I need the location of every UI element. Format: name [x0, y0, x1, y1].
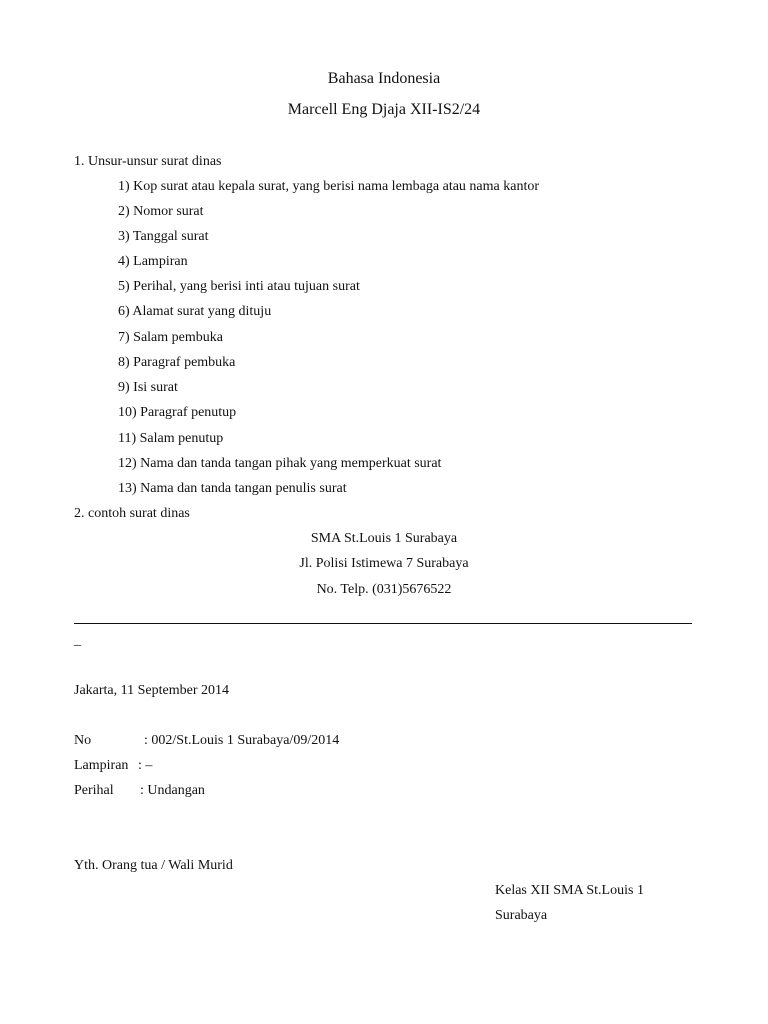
letter-number-row — [74, 732, 339, 750]
subject-label: Perihal — [74, 783, 114, 798]
student-name: Marcell Eng Djaja XII-IS2/24 — [287, 101, 481, 118]
subject-title: Bahasa Indonesia — [327, 70, 441, 87]
list-item: 9) Isi surat — [118, 380, 178, 395]
letterhead-divider — [74, 623, 692, 624]
section-2-heading: 2. contoh surat dinas — [74, 506, 190, 521]
recipient: Yth. Orang tua / Wali Murid — [74, 858, 233, 873]
letterhead-address: Jl. Polisi Istimewa 7 Surabaya — [299, 556, 469, 571]
recipient-address-line-2: Surabaya — [495, 908, 548, 923]
attachment-label: Lampiran — [74, 758, 129, 773]
section-1-heading: 1. Unsur-unsur surat dinas — [74, 154, 222, 169]
list-item: 13) Nama dan tanda tangan penulis surat — [118, 481, 347, 496]
letter-date: Jakarta, 11 September 2014 — [74, 683, 229, 698]
list-item: 11) Salam penutup — [118, 431, 224, 446]
letter-attachment-row — [74, 757, 152, 775]
letterhead-phone: No. Telp. (031)5676522 — [316, 582, 452, 597]
list-item: 1) Kop surat atau kepala surat, yang berisi nama lembaga atau nama kantor — [118, 179, 540, 194]
list-item: 3) Tanggal surat — [118, 229, 209, 244]
list-item: 8) Paragraf pembuka — [118, 355, 236, 370]
letter-subject-row — [74, 782, 205, 800]
divider-tail: _ — [74, 633, 81, 648]
list-item: 5) Perihal, yang berisi inti atau tujuan surat — [118, 279, 360, 294]
recipient-address-line-1: Kelas XII SMA St.Louis 1 — [495, 883, 644, 898]
letterhead-school: SMA St.Louis 1 Surabaya — [310, 531, 458, 546]
number-label: No — [74, 733, 92, 748]
list-item: 6) Alamat surat yang dituju — [118, 304, 272, 319]
subject-value: : Undangan — [140, 783, 205, 798]
list-item: 12) Nama dan tanda tangan pihak yang memperkuat surat — [118, 456, 442, 471]
list-item: 7) Salam pembuka — [118, 330, 223, 345]
number-value: : 002/St.Louis 1 Surabaya/09/2014 — [144, 733, 340, 748]
attachment-value: : – — [138, 758, 153, 773]
list-item: 10) Paragraf penutup — [118, 405, 237, 420]
list-item: 4) Lampiran — [118, 254, 188, 269]
list-item: 2) Nomor surat — [118, 204, 204, 219]
